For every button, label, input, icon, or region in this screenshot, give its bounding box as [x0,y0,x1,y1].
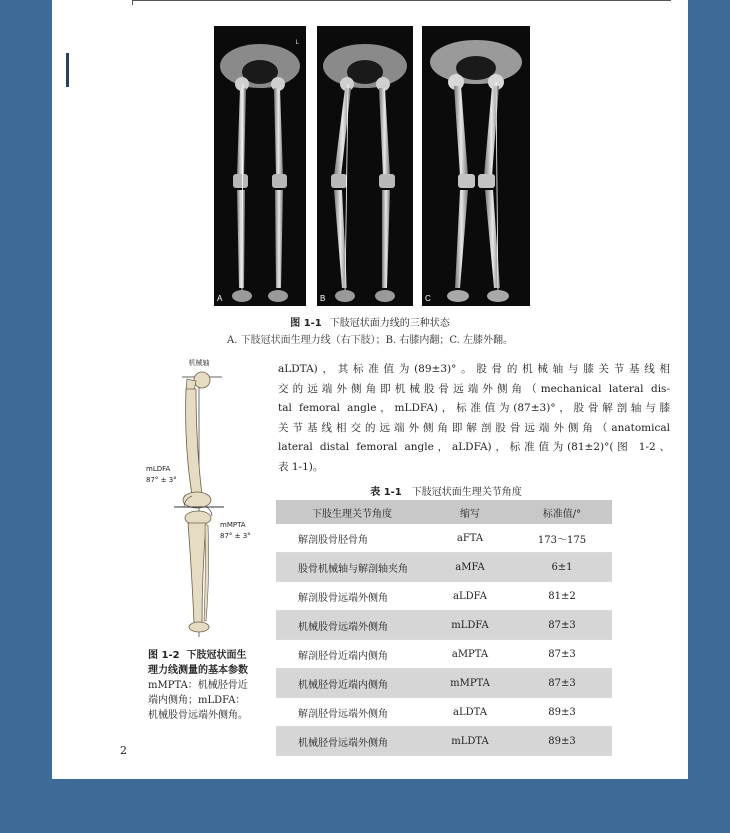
cell-abbr: aLDFA [428,582,512,611]
cell-abbr: mLDTA [428,727,512,756]
table-title: 下肢冠状面生理关节角度 [411,487,522,498]
figure-1-title: 下肢冠状面力线的三种状态 [329,318,450,329]
table-row [276,727,612,756]
header-angle: 下肢生理关节角度 [276,500,428,524]
cell-abbr: aMFA [428,553,512,582]
cell-value: 173～175 [512,524,612,553]
table-caption [276,483,616,498]
body-line: tal femoral angle，mLDFA)，标准值为(87±3)°，股骨解剖轴与膝 [278,402,670,414]
cell-angle-name: 解剖胫骨远端外侧角 [276,698,428,727]
cell-value: 87±3 [512,611,612,640]
cell-value: 87±3 [512,669,612,698]
book-page [52,0,688,779]
table-row [276,669,612,698]
mmpta-label: mMPTA [220,521,246,529]
cell-value: 89±3 [512,698,612,727]
figure-2-caption [148,648,252,723]
table-row [276,698,612,727]
cell-value: 87±3 [512,640,612,669]
header-rule [132,0,671,5]
panel-letter-b: B [320,294,326,303]
cell-abbr: aFTA [428,524,512,553]
xray-image-c [422,26,530,306]
figure-1-subcaption: A. 下肢冠状面生理力线（右下肢）；B. 右膝内翻；C. 左膝外翻。 [227,335,513,346]
mechanical-axis-label: 机械轴 [188,359,210,367]
xray-panel-b [317,26,413,306]
cell-angle-name: 机械胫骨近端内侧角 [276,669,428,698]
cell-abbr: mLDFA [428,611,512,640]
figure-2-number: 图 1-2 [148,650,180,661]
cell-value: 89±3 [512,727,612,756]
body-line: 表 1-1)。 [278,460,324,473]
mldfa-label: mLDFA [146,465,171,473]
cell-abbr: aMPTA [428,640,512,669]
cell-angle-name: 股骨机械轴与解剖轴夹角 [276,553,428,582]
table-row [276,553,612,582]
cell-angle-name: 解剖股骨远端外侧角 [276,582,428,611]
joint-angle-table [276,500,612,756]
cell-angle-name: 解剖胫骨近端内侧角 [276,640,428,669]
table-header-row [276,500,612,524]
body-line: 关节基线相交的远端外侧角即解剖股骨远端外侧角（anatomical [278,421,670,434]
table-row [276,524,612,553]
cell-value: 81±2 [512,582,612,611]
body-line: lateral distal femoral angle，aLDFA)，标准值为(81±2)°(图 1-2、 [278,441,670,453]
xray-image-a [214,26,306,306]
table-number: 表 1-1 [370,487,402,498]
table-row [276,640,612,669]
panel-letter-c: C [425,294,431,303]
cell-abbr: mMPTA [428,669,512,698]
figure-2-note: mMPTA：机械胫骨近端内侧角；mLDFA：机械股骨远端外侧角。 [148,680,248,721]
cell-abbr: aLDTA [428,698,512,727]
xray-image-b [317,26,413,306]
mldfa-value: 87° ± 3° [146,476,177,484]
figure-2-title [148,648,252,678]
header-value: 标准值/° [512,500,612,524]
table-row [276,582,612,611]
body-paragraph [278,360,670,477]
table-row [276,611,612,640]
xray-panel-c [422,26,530,306]
header-abbr: 缩写 [428,500,512,524]
cell-angle-name: 解剖股骨胫骨角 [276,524,428,553]
xray-panel-a [214,26,306,306]
mmpta-value: 87° ± 3° [220,532,251,540]
cell-angle-name: 机械胫骨远端外侧角 [276,727,428,756]
figure-2-title-text: 下肢冠状面生理力线测量的基本参数 [148,650,248,676]
margin-marker [66,53,69,87]
cell-value: 6±1 [512,553,612,582]
body-line: aLDTA)，其标准值为(89±3)°。股骨的机械轴与膝关节基线相 [278,363,670,375]
cell-angle-name: 机械股骨远端外侧角 [276,611,428,640]
side-marker-label: L [295,40,299,46]
figure-1-caption [52,314,688,329]
page-number: 2 [120,744,127,757]
panel-letter-a: A [217,294,223,303]
figure-1-number: 图 1-1 [290,318,322,329]
body-line: 交的远端外侧角即机械股骨远端外侧角（mechanical lateral dis- [278,382,670,395]
